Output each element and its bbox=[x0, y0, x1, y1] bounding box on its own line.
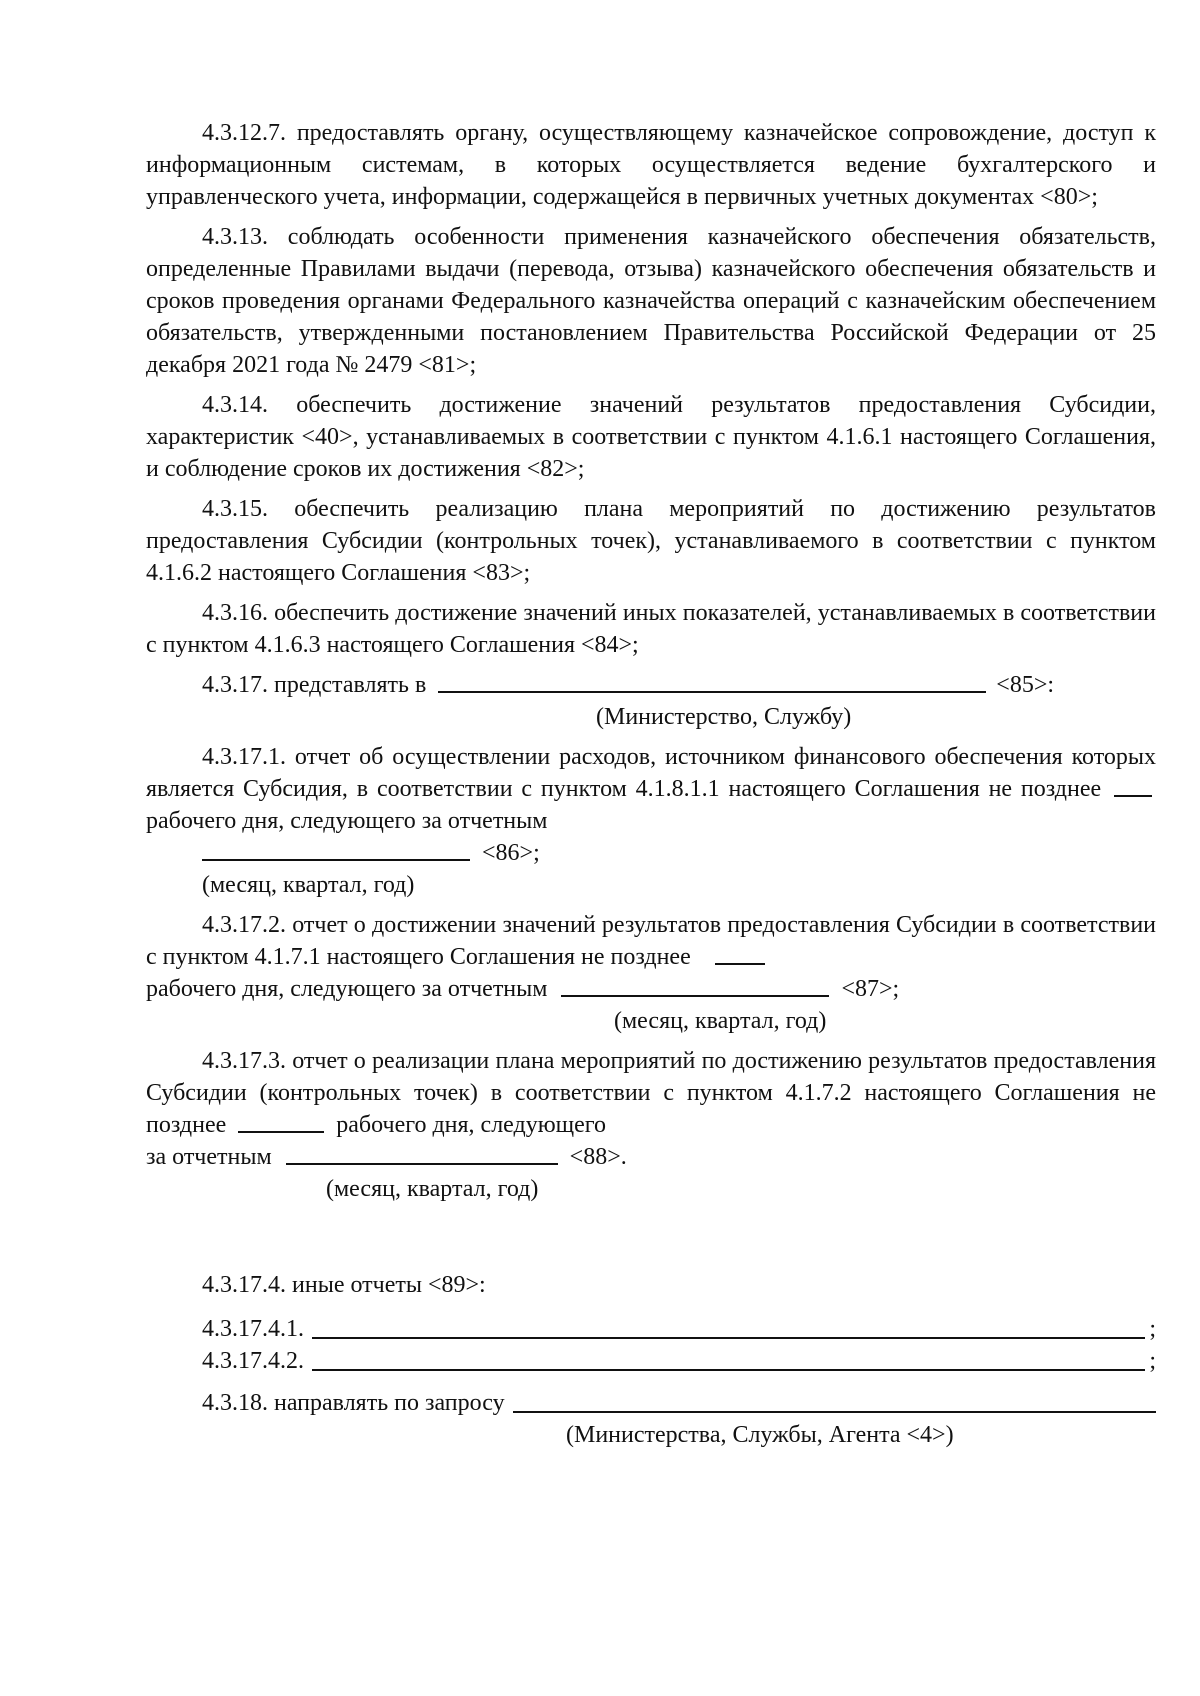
deadline-days-blank bbox=[238, 1109, 324, 1133]
clause-4-3-12-7: 4.3.12.7. предоставлять органу, осуществляющему казначейское сопровождение, доступ к информационным системам, в которых осуществляется ведение бухгалтерского и управленческого учета, информации, содержащейся в первичных учетных документах <80>; bbox=[146, 120, 1156, 210]
item-number: 4.3.17.4.2. bbox=[202, 1348, 304, 1374]
clause-4-3-17-3-after: рабочего дня, следующего bbox=[336, 1112, 607, 1138]
item-number: 4.3.17.4.1. bbox=[202, 1316, 304, 1342]
item-tail: ; bbox=[1149, 1316, 1156, 1342]
clause-4-3-15: 4.3.15. обеспечить реализацию плана мероприятий по достижению результатов предоставления Субсидии (контрольных точек), устанавливаемого в соответствии с пунктом 4.1.6.2 настоящего Соглашения <83>; bbox=[146, 496, 1156, 586]
clause-4-3-17-1 bbox=[146, 741, 1156, 901]
clause-4-3-17-3 bbox=[146, 1045, 1156, 1205]
document-content bbox=[146, 117, 1156, 1459]
clause-4-3-16: 4.3.16. обеспечить достижение значений иных показателей, устанавливаемых в соответствии с пунктом 4.1.6.3 настоящего Соглашения <84>; bbox=[146, 600, 1156, 658]
clause-4-3-17-2 bbox=[146, 909, 1156, 1037]
clause-4-3-17-1-text: 4.3.17.1. отчет об осуществлении расходов, источником финансового обеспечения которых является Субсидия, в соответствии с пунктом 4.1.8.1.1 настоящего Соглашения не позднее bbox=[146, 744, 1156, 802]
recipient-blank bbox=[438, 669, 986, 693]
clause-4-3-17 bbox=[146, 669, 1156, 733]
clause-4-3-17-2-text: 4.3.17.2. отчет о достижении значений результатов предоставления Субсидии в соответствии с пунктом 4.1.7.1 настоящего Соглашения не позднее bbox=[146, 912, 1156, 970]
period-blank bbox=[286, 1141, 558, 1165]
other-report-blank bbox=[312, 1347, 1145, 1371]
requester-caption: (Министерства, Службы, Агента <4>) bbox=[566, 1422, 954, 1448]
clause-4-3-17-4-text: 4.3.17.4. иные отчеты <89>: bbox=[202, 1272, 486, 1298]
deadline-days-blank bbox=[1114, 773, 1152, 797]
other-report-item-1 bbox=[146, 1313, 1156, 1345]
clause-4-3-17-lead: 4.3.17. представлять в bbox=[202, 672, 427, 698]
clause-4-3-17-3-text: 4.3.17.3. отчет о реализации плана мероприятий по достижению результатов предоставления Субсидии (контрольных точек) в соответствии с пунктом 4.1.7.2 настоящего Соглашения не позднее bbox=[146, 1048, 1156, 1138]
clause-4-3-17-3-line4: за отчетным bbox=[146, 1144, 272, 1170]
clause-4-3-17-footnote: <85>: bbox=[996, 672, 1055, 698]
other-report-item-2 bbox=[146, 1345, 1156, 1377]
requester-blank bbox=[513, 1389, 1156, 1413]
clause-4-3-17-3-footnote: <88>. bbox=[569, 1144, 627, 1170]
recipient-caption: (Министерство, Службу) bbox=[596, 704, 852, 730]
clause-4-3-18-lead: 4.3.18. направлять по запросу bbox=[202, 1390, 505, 1416]
period-blank bbox=[561, 973, 829, 997]
period-blank bbox=[202, 837, 470, 861]
clause-4-3-17-2-footnote: <87>; bbox=[841, 976, 900, 1002]
clause-4-3-18 bbox=[146, 1387, 1156, 1451]
period-caption: (месяц, квартал, год) bbox=[326, 1176, 539, 1202]
period-caption: (месяц, квартал, год) bbox=[614, 1008, 827, 1034]
deadline-days-blank bbox=[715, 941, 765, 965]
clause-4-3-13: 4.3.13. соблюдать особенности применения казначейского обеспечения обязательств, определенные Правилами выдачи (перевода, отзыва) казначейского обеспечения обязательств и сроков проведения органами Федерального казначейства операций с казначейским обеспечением обязательств, утвержденными постановлением Правительства Российской Федерации от 25 декабря 2021 года № 2479 <81>; bbox=[146, 224, 1156, 378]
clause-4-3-17-1-footnote: <86>; bbox=[482, 840, 540, 866]
clause-4-3-14: 4.3.14. обеспечить достижение значений результатов предоставления Субсидии, характеристик <40>, устанавливаемых в соответствии с пунктом 4.1.6.1 настоящего Соглашения, и соблюдение сроков их достижения <82>; bbox=[146, 392, 1156, 482]
clause-4-3-17-2-line2: рабочего дня, следующего за отчетным bbox=[146, 976, 548, 1002]
period-caption: (месяц, квартал, год) bbox=[202, 872, 415, 898]
clause-4-3-17-4 bbox=[146, 1269, 1156, 1377]
other-report-blank bbox=[312, 1315, 1145, 1339]
item-tail: ; bbox=[1149, 1348, 1156, 1374]
clause-4-3-17-1-after: рабочего дня, следующего за отчетным bbox=[146, 808, 548, 834]
